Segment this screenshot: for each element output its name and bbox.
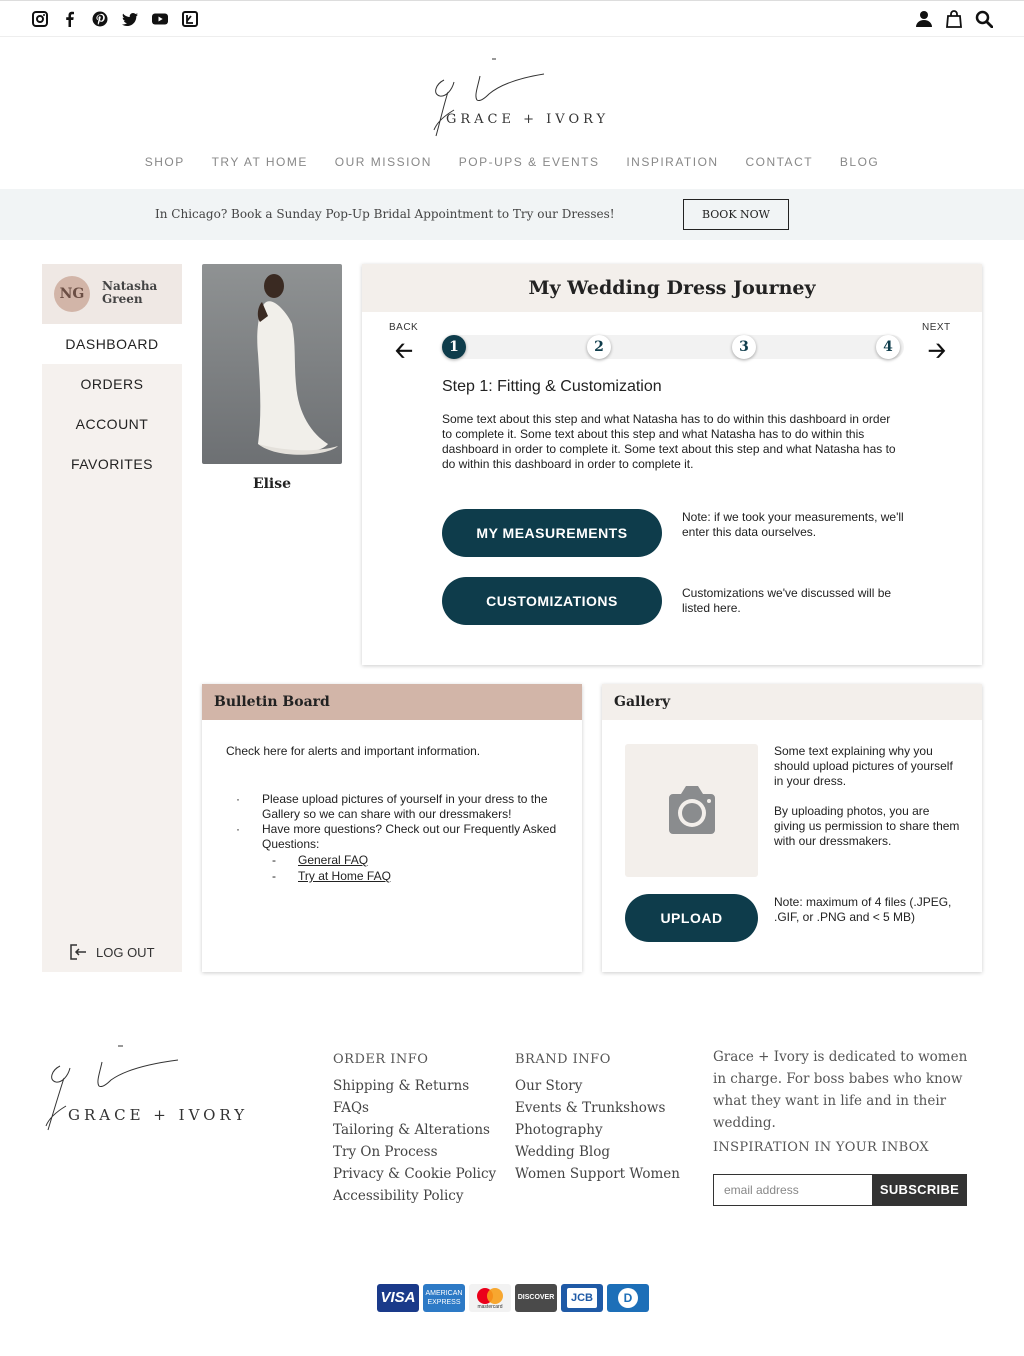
order-info-title: ORDER INFO	[333, 1052, 429, 1067]
next-label[interactable]: NEXT	[922, 322, 951, 333]
general-faq-link[interactable]: General FAQ	[298, 853, 369, 867]
camera-icon	[625, 744, 758, 877]
list-item: · Please upload pictures of yourself in your dress to the Gallery so we can share with our dressmakers!	[236, 792, 548, 821]
step-progress-track	[442, 335, 904, 359]
logout-button[interactable]	[70, 944, 155, 960]
step-description: Some text about this step and what Natasha has to do within this dashboard in order to complete it. Some text about this step and what Natasha has to do within this dashboard in order to complete it. Some text about this step and what Natasha has to do within this dashboard in order to complete it.	[442, 412, 896, 471]
list-item: - Try at Home FAQ	[272, 869, 391, 883]
footer-about: Grace + Ivory is dedicated to women in charge. For boss babes who know what they want in life and in their wedding.	[713, 1049, 968, 1131]
top-bar	[0, 0, 1024, 37]
journey-title: My Wedding Dress Journey	[362, 264, 982, 312]
instagram-icon[interactable]	[32, 11, 48, 27]
step-4[interactable]: 4	[876, 335, 900, 359]
logout-icon	[70, 944, 88, 960]
customizations-note: Customizations we've discussed will be listed here.	[682, 586, 892, 615]
amex-card-icon	[423, 1284, 465, 1312]
diners-text: D	[618, 1288, 638, 1308]
twitter-icon[interactable]	[122, 11, 138, 27]
list-item: - General FAQ	[272, 853, 369, 867]
visa-text: VISA	[380, 1289, 416, 1306]
nav-contact[interactable]: CONTACT	[745, 155, 814, 169]
footer-link-faqs[interactable]: FAQs	[333, 1100, 369, 1116]
promo-banner	[0, 189, 1024, 240]
amex-text: AMERICAN EXPRESS	[425, 1290, 463, 1306]
back-arrow-icon[interactable]: 🡠	[395, 338, 413, 363]
nav-our-mission[interactable]: OUR MISSION	[334, 155, 432, 169]
gallery-title: Gallery	[602, 684, 982, 720]
sidebar-item-favorites[interactable]: FAVORITES	[70, 456, 154, 472]
nav-inspiration[interactable]: INSPIRATION	[626, 155, 719, 169]
discover-card-icon	[515, 1284, 557, 1312]
visa-card-icon	[377, 1284, 419, 1312]
dashboard-sidebar	[42, 264, 182, 972]
sidebar-item-account[interactable]: ACCOUNT	[75, 416, 149, 432]
customizations-button[interactable]: CUSTOMIZATIONS	[442, 577, 662, 625]
ltk-icon[interactable]	[182, 11, 198, 27]
step-title: Step 1: Fitting & Customization	[442, 378, 662, 395]
step-2[interactable]: 2	[587, 335, 611, 359]
bulletin-title: Bulletin Board	[202, 684, 582, 720]
discover-text: DISCOVER	[517, 1294, 555, 1301]
user-profile	[42, 264, 182, 324]
logo-monogram	[422, 52, 604, 142]
upload-button[interactable]: UPLOAD	[625, 894, 758, 942]
footer-link-photography[interactable]: Photography	[515, 1122, 603, 1138]
user-last-name: Green	[102, 292, 143, 306]
nav-shop[interactable]: SHOP	[144, 155, 185, 169]
facebook-icon[interactable]	[62, 11, 78, 27]
step-3[interactable]: 3	[732, 335, 756, 359]
avatar: NG	[54, 276, 90, 312]
brand-logo[interactable]	[422, 52, 610, 142]
bulletin-list	[226, 792, 566, 884]
bulletin-item-text: Please upload pictures of yourself in your dress to the Gallery so we can share with our dressmakers!	[262, 792, 548, 821]
pinterest-icon[interactable]	[92, 11, 108, 27]
footer-logo[interactable]	[40, 1040, 250, 1140]
footer-brand-name: GRACE + IVORY	[68, 1106, 249, 1124]
bulletin-item-text: Have more questions? Check out our Frequently Asked Questions:	[262, 822, 557, 851]
next-arrow-icon[interactable]: 🡢	[928, 338, 946, 363]
nav-blog[interactable]: BLOG	[839, 155, 880, 169]
dress-name: Elise	[252, 476, 292, 492]
shopping-bag-icon[interactable]	[945, 10, 963, 28]
footer-link-shipping[interactable]: Shipping & Returns	[333, 1078, 470, 1094]
gallery-card	[602, 684, 982, 972]
bulletin-board	[202, 684, 582, 972]
nav-popups-events[interactable]: POP-UPS & EVENTS	[458, 155, 600, 169]
footer-link-accessibility[interactable]: Accessibility Policy	[333, 1188, 464, 1204]
nav-try-at-home[interactable]: TRY AT HOME	[211, 155, 308, 169]
user-first-name: Natasha	[102, 279, 158, 293]
brand-info-column	[515, 1052, 680, 1185]
banner-text: In Chicago? Book a Sunday Pop-Up Bridal Appointment to Try our Dresses!	[155, 207, 615, 221]
sidebar-item-orders[interactable]: ORDERS	[80, 376, 144, 392]
mastercard-text: mastercard	[477, 1304, 503, 1310]
step-1[interactable]: 1	[442, 335, 466, 359]
user-name	[102, 280, 172, 306]
book-now-button[interactable]: BOOK NOW	[683, 199, 789, 230]
mastercard-icon	[469, 1284, 511, 1312]
jcb-text: JCB	[567, 1288, 597, 1308]
footer-link-try-on[interactable]: Try On Process	[333, 1144, 438, 1160]
search-icon[interactable]	[975, 10, 993, 28]
list-item: · Have more questions? Check out our Frequently Asked Questions:	[236, 822, 557, 851]
order-info-column	[333, 1052, 496, 1207]
photo-placeholder[interactable]	[625, 744, 758, 877]
main-nav	[0, 155, 1024, 169]
footer-link-wedding-blog[interactable]: Wedding Blog	[515, 1144, 611, 1160]
dress-photo[interactable]	[202, 264, 342, 464]
footer-link-events[interactable]: Events & Trunkshows	[515, 1100, 666, 1116]
email-input[interactable]: email address	[713, 1174, 873, 1206]
footer-link-tailoring[interactable]: Tailoring & Alterations	[333, 1122, 490, 1138]
my-measurements-button[interactable]: MY MEASUREMENTS	[442, 509, 662, 557]
logout-label: LOG OUT	[96, 944, 155, 960]
newsletter-title: INSPIRATION IN YOUR INBOX	[713, 1140, 929, 1155]
youtube-icon[interactable]	[152, 11, 168, 27]
jcb-card-icon	[561, 1284, 603, 1312]
try-at-home-faq-link[interactable]: Try at Home FAQ	[298, 869, 391, 883]
footer-link-privacy[interactable]: Privacy & Cookie Policy	[333, 1166, 497, 1182]
diners-card-icon	[607, 1284, 649, 1312]
sidebar-item-dashboard[interactable]: DASHBOARD	[42, 324, 182, 364]
account-icon[interactable]	[915, 10, 933, 28]
back-label[interactable]: BACK	[389, 322, 419, 333]
gallery-text-2: By uploading photos, you are giving us permission to share them with our dressmakers.	[774, 804, 960, 848]
footer-link-women-support[interactable]: Women Support Women	[515, 1166, 680, 1182]
gallery-text-1: Some text explaining why you should upload pictures of yourself in your dress.	[774, 744, 953, 788]
journey-card	[362, 264, 982, 665]
footer-logo-monogram	[40, 1040, 250, 1140]
bulletin-intro: Check here for alerts and important information.	[226, 744, 481, 758]
brand-info-title: BRAND INFO	[515, 1052, 611, 1067]
subscribe-button[interactable]: SUBSCRIBE	[872, 1174, 967, 1206]
measurements-note: Note: if we took your measurements, we'll enter this data ourselves.	[682, 510, 904, 539]
brand-name: GRACE + IVORY	[446, 112, 610, 127]
footer-link-our-story[interactable]: Our Story	[515, 1078, 583, 1094]
upload-note: Note: maximum of 4 files (.JPEG, .GIF, or .PNG and < 5 MB)	[774, 895, 952, 924]
dress-illustration	[202, 264, 342, 464]
